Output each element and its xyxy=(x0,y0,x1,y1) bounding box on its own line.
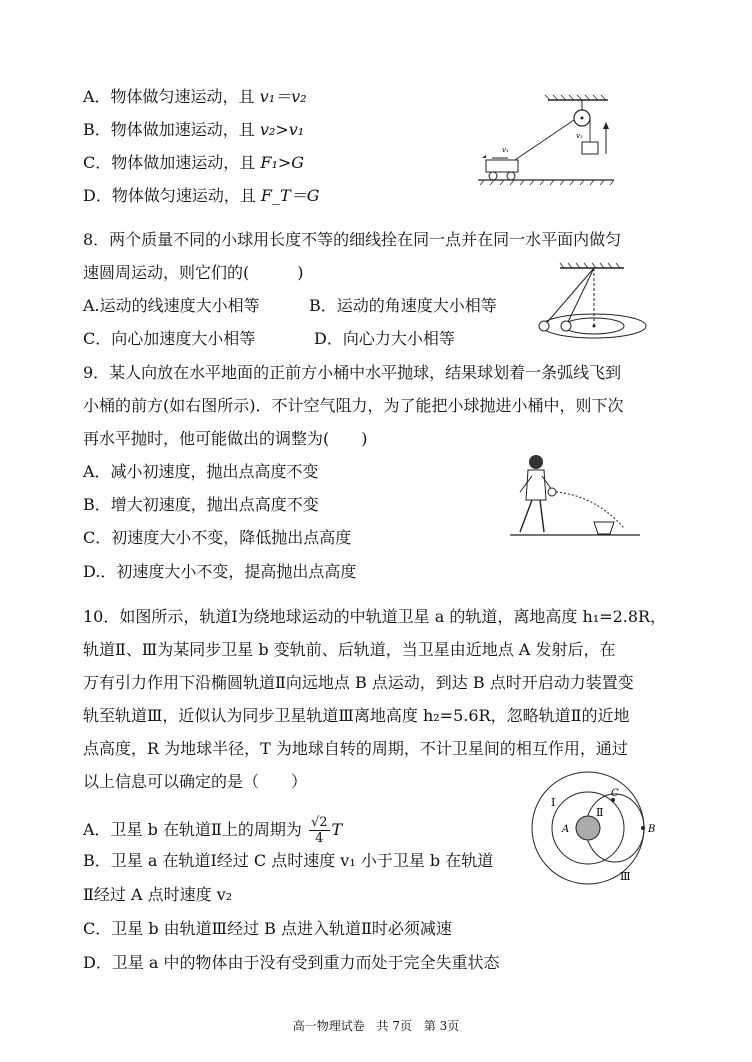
q10-stem-line3: 万有引力作用下沿椭圆轨道Ⅱ向远地点 B 点运动，到达 B 点时开启动力装置变 xyxy=(83,673,634,692)
q7-fig-v2-label: v₂ xyxy=(576,132,583,140)
q8-option-b: B．运动的角速度大小相等 xyxy=(309,296,497,315)
q7-fig-v1-label: v₁ xyxy=(502,146,509,154)
q9-option-b: B．增大初速度，抛出点高度不变 xyxy=(83,495,319,514)
footer-total-pages: 共 7页 xyxy=(376,1019,412,1033)
q9-option-d: D.．初速度大小不变，提高抛出点高度 xyxy=(83,562,357,581)
q10-option-c: C．卫星 b 由轨道Ⅲ经过 B 点进入轨道Ⅱ时必须减速 xyxy=(83,919,452,938)
q8-conical-pendulum-figure xyxy=(532,262,650,342)
q7-option-d-expr: F_T＝G xyxy=(260,186,320,205)
q10-option-b-line1: B．卫星 a 在轨道Ⅰ经过 C 点时速度 v₁ 小于卫星 b 在轨道 xyxy=(83,851,494,870)
q10-option-a: A．卫星 b 在轨道Ⅱ上的周期为 $\frac{√2}{4}$ T xyxy=(83,815,343,846)
q10-orbit-figure xyxy=(528,770,668,888)
q8-option-d: D．向心力大小相等 xyxy=(314,329,455,348)
q10-fig-point-A: A xyxy=(562,824,570,835)
q9-throw-figure xyxy=(506,450,646,542)
q10-option-a-fraction: $\frac{√2}{4}$ xyxy=(310,815,328,846)
q7-option-a-expr: v₁＝v₂ xyxy=(259,87,307,106)
q10-fig-point-B: B xyxy=(648,824,656,835)
q7-option-b-expr: v₂>v₁ xyxy=(259,120,305,139)
q10-stem-line5: 点高度，R 为地球半径，T 为地球自转的周期，不计卫星间的相互作用，通过 xyxy=(83,739,628,758)
q10-fig-orbit-II: Ⅱ xyxy=(596,806,604,819)
q10-fig-point-C: C xyxy=(611,788,619,799)
q8-option-a: A.运动的线速度大小相等 xyxy=(83,296,260,315)
q10-stem-line1: 10．如图所示，轨道Ⅰ为绕地球运动的中轨道卫星 a 的轨道，离地高度 h₁=2.8R， xyxy=(83,607,667,626)
q10-fig-orbit-I: Ⅰ xyxy=(551,796,556,809)
q7-option-c: C．物体做加速运动，且 F₁>G xyxy=(83,153,305,172)
q7-pulley-figure xyxy=(478,92,618,186)
footer-title: 高一物理试卷 xyxy=(292,1019,365,1033)
q10-stem-line4: 轨至轨道Ⅲ，近似认为同步卫星轨道Ⅲ离地高度 h₂=5.6R，忽略轨道Ⅱ的近地 xyxy=(83,706,630,725)
q9-stem-line2: 小桶的前方(如右图所示)．不计空气阻力，为了能把小球抛进小桶中，则下次 xyxy=(83,396,624,415)
page-footer xyxy=(0,1017,752,1034)
q10-stem-line2: 轨道Ⅱ、Ⅲ为某同步卫星 b 变轨前、后轨道，当卫星由近地点 A 发射后，在 xyxy=(83,640,616,659)
q9-option-a: A．减小初速度，抛出点高度不变 xyxy=(83,462,319,481)
q9-stem-line1: 9．某人向放在水平地面的正前方小桶中水平抛球，结果球划着一条弧线飞到 xyxy=(83,363,622,382)
q8-option-c: C．向心加速度大小相等 xyxy=(83,329,256,348)
q9-option-c: C．初速度大小不变，降低抛出点高度 xyxy=(83,528,352,547)
q10-fig-orbit-III: Ⅲ xyxy=(620,870,631,883)
q8-stem-line2: 速圆周运动，则它们的( ) xyxy=(83,263,304,282)
q10-stem-line6: 以上信息可以确定的是（ ） xyxy=(83,772,308,791)
q10-option-b-line2: Ⅱ经过 A 点时速度 v₂ xyxy=(83,885,233,904)
q10-option-d: D．卫星 a 中的物体由于没有受到重力而处于完全失重状态 xyxy=(83,953,500,972)
q7-option-d: D．物体做匀速运动，且 F_T＝G xyxy=(83,186,320,205)
q7-option-c-expr: F₁>G xyxy=(260,153,305,172)
q7-option-b: B．物体做加速运动，且 v₂>v₁ xyxy=(83,120,305,139)
footer-page-number: 第 3页 xyxy=(423,1019,460,1033)
q7-option-a: A．物体做匀速运动，且 v₁＝v₂ xyxy=(83,87,307,106)
q9-stem-line3: 再水平抛时，他可能做出的调整为( ) xyxy=(83,429,368,448)
q8-stem-line1: 8．两个质量不同的小球用长度不等的细线拴在同一点并在同一水平面内做匀 xyxy=(83,230,622,249)
